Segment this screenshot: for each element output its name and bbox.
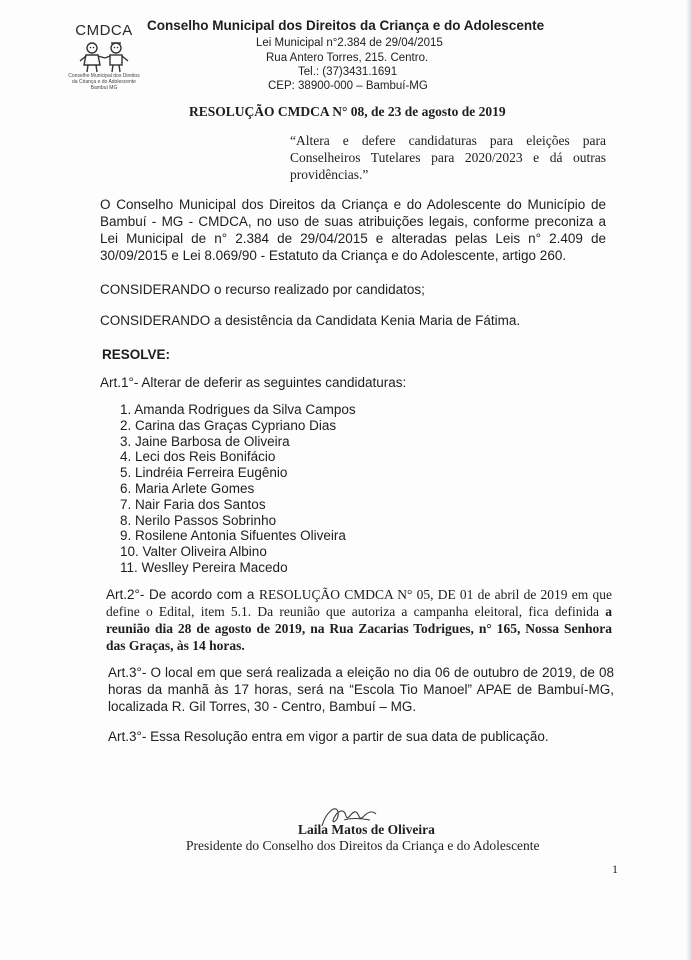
- children-logo-icon: [76, 41, 132, 73]
- list-item: 2. Carina das Graças Cypriano Dias: [120, 417, 337, 433]
- list-item: 7. Nair Faria dos Santos: [120, 496, 266, 512]
- logo-caption-1: Conselho Municipal dos Direitos: [68, 73, 140, 79]
- preamble: O Conselho Municipal dos Direitos da Criança e do Adolescente do Município de Bambuí - MG - CMDCA, no uso de suas atribuições legais, conforme preconiza a Lei Municipal de n° 2.384 de 29/04/2015 e alteradas pelas Leis n° 2.409 de 30/09/2015 e Lei 8.069/90 - Estatuto da Criança e do Adolescente, artigo 260.: [100, 197, 606, 263]
- signatory-name: Laila Matos de Oliveira: [298, 822, 435, 837]
- article-3-effect: Art.3°- Essa Resolução entra em vigor a partir de sua data de publicação.: [108, 729, 549, 744]
- header-address: Rua Antero Torres, 215. Centro.: [266, 52, 429, 64]
- article-2-meeting: a reunião dia 28 de agosto de 2019, na Rua Zacarias Todrigues, n° 165, Nossa Senhora das Graças, às 14 horas.: [106, 604, 612, 653]
- cmdca-logo: [62, 22, 146, 98]
- logo-caption-2: da Criança e do Adolescente: [72, 79, 136, 85]
- signatory-role: Presidente do Conselho dos Direitos da Criança e do Adolescente: [186, 838, 540, 853]
- list-item: 4. Leci dos Reis Bonifácio: [120, 449, 276, 465]
- article-3-location: Art.3°- O local em que será realizada a eleição no dia 06 de outubro de 2019, de 08 horas da manhã às 17 horas, será na “Escola Tio Manoel” APAE de Bambuí-MG, localizada R. Gil Torres, 30 - Centro, Bambuí – MG.: [108, 665, 614, 714]
- list-item: 3. Jaine Barbosa de Oliveira: [120, 433, 290, 449]
- header-law: Lei Municipal n°2.384 de 29/04/2015: [256, 37, 443, 49]
- header-phone: Tel.: (37)3431.1691: [298, 66, 398, 78]
- article-2: [106, 586, 612, 654]
- logo-caption-3: Bambuí MG: [90, 85, 118, 91]
- considerando-desistencia: CONSIDERANDO a desistência da Candidata Kenia Maria de Fátima.: [100, 313, 521, 328]
- list-item: 6. Maria Arlete Gomes: [120, 480, 255, 496]
- resolve-heading: RESOLVE:: [102, 347, 171, 362]
- logo-word: CMDCA: [75, 22, 133, 39]
- candidate-list: [120, 402, 356, 576]
- article-2-lead: Art.2°- De acordo com a: [106, 587, 259, 602]
- article-2-body: RESOLUÇÃO CMDCA N° 05, DE 01 de abril de 2019 em que define o Edital, item 5.1. Da reunião que autoriza a campanha eleitoral, fica definida: [106, 587, 612, 619]
- list-item: 9. Rosilene Antonia Sifuentes Oliveira: [120, 528, 346, 544]
- resolution-title: RESOLUÇÃO CMDCA N° 08, de 23 de agosto de 2019: [189, 104, 506, 119]
- header-cep: CEP: 38900-000 – Bambuí-MG: [268, 80, 428, 92]
- list-item: 8. Nerilo Passos Sobrinho: [120, 512, 277, 528]
- organization-name: Conselho Municipal dos Direitos da Criança e do Adolescente: [147, 18, 545, 33]
- list-item: 11. Weslley Pereira Macedo: [120, 559, 288, 575]
- ementa: “Altera e defere candidaturas para eleições para Conselheiros Tutelares para 2020/2023 e dá outras providências.”: [290, 133, 606, 182]
- list-item: 1. Amanda Rodrigues da Silva Campos: [120, 402, 356, 417]
- list-item: 5. Lindréia Ferreira Eugênio: [120, 465, 288, 481]
- page-number: 1: [612, 862, 618, 876]
- article-1: Art.1°- Alterar de deferir as seguintes candidaturas:: [100, 375, 407, 390]
- list-item: 10. Valter Oliveira Albino: [120, 544, 267, 560]
- considerando-recurso: CONSIDERANDO o recurso realizado por candidatos;: [100, 282, 425, 297]
